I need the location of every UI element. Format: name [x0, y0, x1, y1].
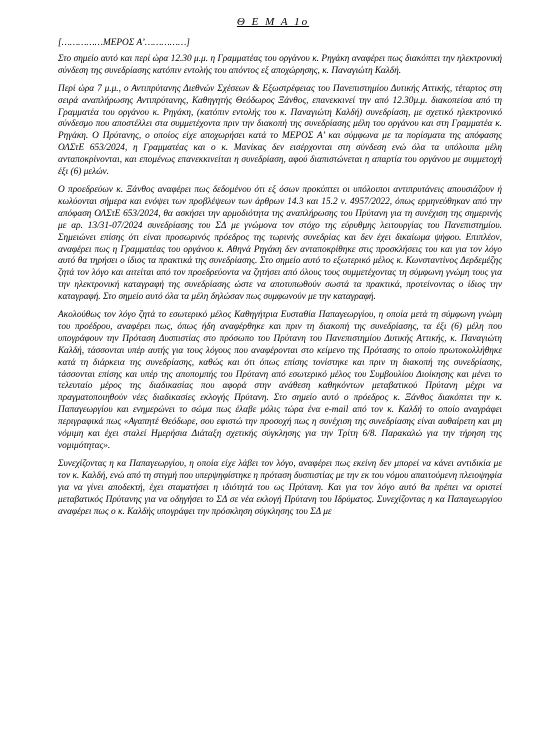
paragraph-3: Ο προεδρεύων κ. Ξάνθος αναφέρει πως δεδομένου ότι εξ όσων προκύπτει οι υπόλοιποι αντιπρυτάνεις απουσιάζουν ή κωλύονται σήμερα και ενόψει των προβλέψεων των άρθρων 14.3 και 15.2 ν. 4957/2022, όπως ερμηνεύθηκαν από την απόφαση ΟΛΣτΕ 653/2024, θα ασκήσει την αρμοδιότητα της αναπλήρωσης του Πρύτανη για τη συνέχιση της σημερινής με αρ. 13/31-07/2024 συνεδρίασης του ΣΔ με γνώμονα τον στόχο της εύρυθμης λειτουργίας του Πανεπιστημίου. Σημειώνει επίσης ότι είναι προσωρινός πρόεδρος της τωρινής συνεδρίας και δεν έχει δικαίωμα ψήφου. Επιπλέον, αναφέρει πως η Γραμματέας του οργάνου κ. Αθηνά Ρηγάκη δεν ανταποκρίθηκε στις προσκλήσεις του και για τον λόγο αυτό θα τηρήσει ο ίδιος τα πρακτικά της συνεδρίασης. Στο σημείο αυτό το εξωτερικό μέλος κ. Κωνσταντίνος Δερδεμέζης ζητά τον λόγο και αιτείται από τον προεδρεύοντα να ζητήσει από όλους τους συμμετέχοντας τη σύμφωνη γνώμη τους για την ηλεκτρονική καταγραφή της συνεδρίασης ώστε να αποτυπωθούν σωστά τα πρακτικά, προτείνοντας ο ίδιος την καταγραφή. Στο σημείο αυτό όλα τα μέλη δηλώσαν πως συμφωνούν με την καταγραφή.: [58, 184, 502, 303]
paragraph-2: Περί ώρα 7 μ.μ., ο Αντιπρύτανης Διεθνών Σχέσεων & Εξωστρέφειας του Πανεπιστημίου Δυτικής Αττικής, τέταρτος στη σειρά αναπλήρωσης Αντιπρύτανης, Καθηγητής Θεόδωρος Ξάνθος, επανεκκινεί την από 12.30μ.μ. διακοπείσα από τη Γραμματέα του οργάνου κ. Ρηγάκη, (κατόπιν εντολής του κ. Παναγιώτη Καλδή) συνεδρίαση, με σχετικό ηλεκτρονικό σύνδεσμο που αποστέλλει στα συμμετέχοντα πριν την διακοπή της συνεδρίασης μέλη του οργάνου και στη Γραμματέα κ. Ρηγάκη. Ο Πρύτανης, ο οποίος είχε αποχωρήσει κατά το ΜΕΡΟΣ Α’ και σύμφωνα με τα πορίσματα της απόφασης ΟΛΣτΕ 653/2024, η Γραμματέας και ο κ. Μανίκας δεν εισέρχονται στη σύνδεση ενώ όλα τα υπόλοιπα μέλη ανταποκρίνονται, και επομένως επανεκκινείται η συνεδρίαση, αφού διαπιστώνεται η απαρτία του οργάνου με συμμετοχή έξι (6) μελών.: [58, 83, 502, 178]
paragraph-1: Στο σημείο αυτό και περί ώρα 12.30 μ.μ. η Γραμματέας του οργάνου κ. Ρηγάκη αναφέρει πως διακόπτει την ηλεκτρονική σύνδεση της συνεδρίασης κατόπιν εντολής του απόντος εξ αποχώρησης, κ. Παναγιώτη Καλδή.: [58, 53, 502, 76]
section-marker: [……………ΜΕΡΟΣ Α’……………]: [58, 38, 190, 48]
page-title: Θ Ε Μ Α 1ο: [236, 16, 310, 28]
paragraph-4: Ακολούθως τον λόγο ζητά το εσωτερικό μέλος Καθηγήτρια Ευσταθία Παπαγεωργίου, η οποία μετά τη σύμφωνη γνώμη του προέδρου, αναφέρει πως, όπως ήδη αναφέρθηκε και πριν τη διακοπή της συνεδρίασης, τα έξι (6) μέλη που υπογράφουν την Πρόταση Δυσπιστίας στο πρόσωπο του Πρύτανη του Πανεπιστημίου Δυτικής Αττικής, κ. Παναγιώτη Καλδή, τάσσονται υπέρ αυτής για τους λόγους που αναφέρονται στο κείμενο της Πρότασης το οποίο πρωτοκολλήθηκε κατά τη διάρκεια της συνεδρίασης, καθώς και ότι όπως επίσης τονίστηκε και πριν τη διακοπή της συνεδρίασης, τάσσονται επίσης και υπέρ της αποπομπής του Πρύτανη από εσωτερικό μέλος του Συμβουλίου Διοίκησης και μένει το τελευταίο μέρος της διαδικασίας που αφορά στην ανάθεση καθηκόντων μεταβατικού Πρύτανη μέχρι να πραγματοποιηθούν νέες διαδικασίες εκλογής Πρύτανη. Στο σημείο αυτό ο πρόεδρος κ. Ξάνθος διακόπτει την κ. Παπαγεωργίου και ενημερώνει το σώμα πως έλαβε μόλις τώρα ένα e-mail από τον κ. Καλδή το οποίο αναγράφει περιγραφικά πως «Αγαπητέ Θεόδωρε, σου εφιστώ την προσοχή πως η συνέχιση της συνεδρίασης είναι αυθαίρετη και μη νόμιμη και έχει σταλεί Ημερήσια Διάταξη σχετικής σύγκλησης για την Τρίτη 6/8. Παρακαλώ για την τήρηση της νομιμότητας».: [58, 310, 502, 451]
document-body: [58, 38, 502, 524]
paragraph-5: Συνεχίζοντας η κα Παπαγεωργίου, η οποία είχε λάβει τον λόγο, αναφέρει πως εκείνη δεν μπορεί να κάνει αντιδικία με τον κ. Καλδή, ενώ από τη στιγμή που υπερψηφίστηκε η πρόταση δυσπιστίας με την εκ του νόμου απαιτούμενη πλειοψηφία για να γίνει αποδεκτή, έχει σταματήσει η ιδιότητά του ως Πρύτανη. Και για τον λόγο αυτό θα πρέπει να οριστεί μεταβατικός Πρύτανης για να οδηγήσει το ΣΔ σε νέα εκλογή Πρύτανη του Ιδρύματος. Συνεχίζοντας η κα Παπαγεωργίου αναφέρει πως ο κ. Καλδής υπογράφει την πρόσκληση σύγκλησης του ΣΔ με: [58, 458, 502, 517]
